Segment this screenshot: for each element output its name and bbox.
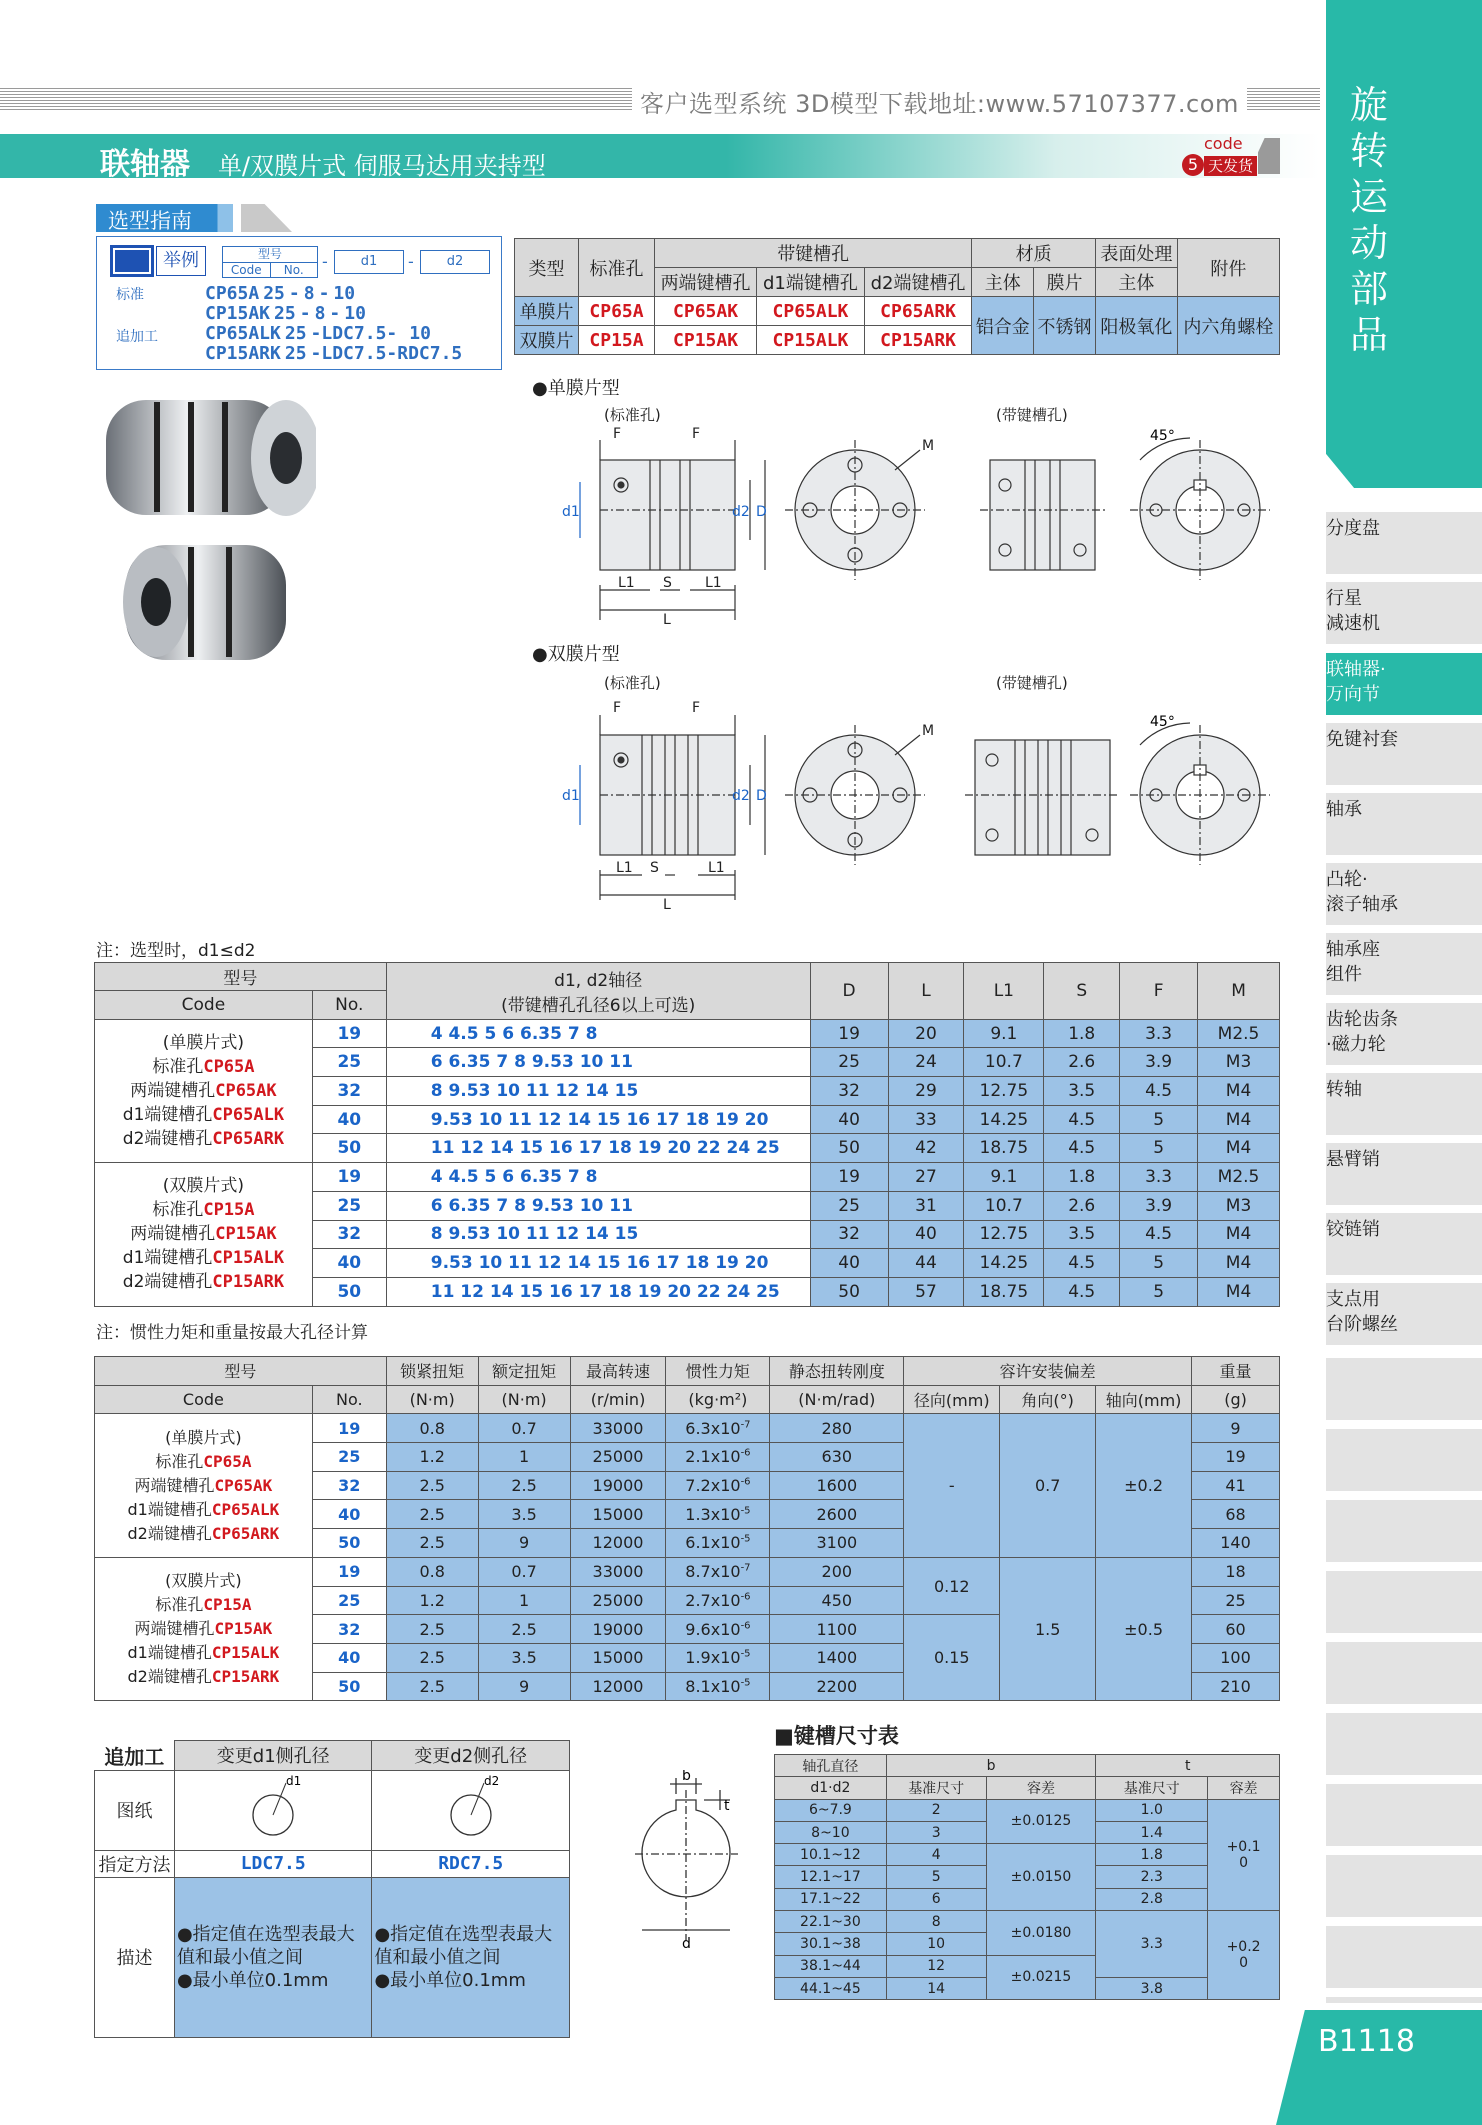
badge-days-circle <box>1182 154 1204 176</box>
sidebar-item[interactable] <box>1326 1003 1482 1065</box>
svg-text:t: t <box>724 1798 730 1814</box>
sidebar-item[interactable] <box>1326 723 1482 785</box>
guide-d1-box: d1 <box>334 250 404 274</box>
sidebar-item-label: 转轴 <box>1326 1079 1362 1100</box>
dim-L1-3: L1 <box>616 860 633 876</box>
truck-icon <box>1258 138 1280 174</box>
table-row: 6~7.9 2 ±0.0125 1.0 +0.1 0 <box>775 1799 1280 1821</box>
sidebar-item[interactable] <box>1326 653 1482 715</box>
sidebar-item-label: 悬臂销 <box>1326 1149 1380 1170</box>
double-side-view <box>580 715 765 900</box>
dim-S: S <box>663 575 672 591</box>
sidebar-title: 旋转运动部品 <box>1350 83 1389 357</box>
double-key-side-view <box>965 740 1120 855</box>
sidebar-item[interactable] <box>1326 512 1482 574</box>
title-main: 联轴器 <box>100 147 190 182</box>
table-row: 44.1~45 14 3.8 <box>775 1977 1280 1999</box>
guide-add-label: 追加工 <box>116 329 158 345</box>
product-photo <box>96 380 316 680</box>
table-row: 25 1.2 1 25000 $2.1x10^{-6}$ 630 19 <box>95 1443 1280 1472</box>
sidebar-item-label: 免键衬套 <box>1326 729 1398 750</box>
table-row: 17.1~22 6 2.8 <box>775 1888 1280 1910</box>
sidebar-item[interactable] <box>1326 933 1482 995</box>
table-row: 8~10 3 1.4 <box>775 1821 1280 1843</box>
sidebar-item-label: 台阶螺丝 <box>1326 1314 1398 1335</box>
guide-row: CP65A 25 - 8 - 10 <box>205 283 356 304</box>
guide-title: 选型指南 <box>108 209 192 233</box>
dim-d2-2: d2 <box>732 788 750 804</box>
table-row: 50 11 12 14 15 16 17 18 19 20 22 24 25 50 42 18.75 4.5 5 M4 <box>95 1134 1280 1163</box>
keyway-title: ■键槽尺寸表 <box>774 1724 899 1748</box>
dim-L1-4: L1 <box>708 860 725 876</box>
guide-example: 举例 <box>156 246 206 276</box>
guide-row: CP15AK 25 - 8 - 10 <box>205 303 366 324</box>
guide-std-label: 标准 <box>116 287 144 303</box>
badge-code: code <box>1204 134 1243 153</box>
table-row: 25 1.2 1 25000 $2.7x10^{-6}$ 450 25 <box>95 1586 1280 1615</box>
dim-L1-2: L1 <box>705 575 722 591</box>
sidebar-item-label: 凸轮· <box>1326 869 1368 890</box>
table-row: (双膜片式) 标准孔CP15A 两端键槽孔CP15AK d1端键槽孔CP15ALK d2端键槽孔CP15ARK 19 4 4.5 5 6 6.35 7 8 19 27 9.1 1.8 3.3 M2.5 <box>95 1163 1280 1192</box>
table-row: 30.1~38 10 <box>775 1933 1280 1955</box>
table-row: (单膜片式) 标准孔CP65A 两端键槽孔CP65AK d1端键槽孔CP65ALK d2端键槽孔CP65ARK 19 4 4.5 5 6 6.35 7 8 19 20 9.1 1.8 3.3 M2.5 <box>95 1019 1280 1048</box>
sidebar-item[interactable] <box>1326 793 1482 855</box>
guide-row: CP15ARK 25 -LDC7.5-RDC7.5 <box>205 343 463 364</box>
key-label-2: (带键槽孔) <box>996 674 1068 692</box>
table-row: 40 9.53 10 11 12 14 15 16 17 18 19 20 40 33 14.25 4.5 5 M4 <box>95 1105 1280 1134</box>
sidebar-item-label: 轴承座 <box>1326 939 1380 960</box>
dim-D-2: D <box>756 788 767 804</box>
dim-M: M <box>922 438 935 454</box>
angle-label-2: 45° <box>1150 714 1175 730</box>
table-row: 25 6 6.35 7 8 9.53 10 11 25 24 10.7 2.6 3.9 M3 <box>95 1048 1280 1077</box>
sidebar-item[interactable] <box>1326 1073 1482 1135</box>
table-row: 32 2.5 2.5 19000 $7.2x10^{-6}$ 1600 41 <box>95 1471 1280 1500</box>
table-row: 38.1~44 12 ±0.0215 <box>775 1955 1280 1977</box>
title-bar <box>0 134 1320 178</box>
dim-d1-2: d1 <box>562 788 580 804</box>
dim-F-1: F <box>613 426 622 442</box>
table-row: 50 2.5 9 12000 $6.1x10^{-5}$ 3100 140 <box>95 1529 1280 1558</box>
sidebar-item-label: 减速机 <box>1326 613 1380 634</box>
table-row: (双膜片式) 标准孔CP15A 两端键槽孔CP15AK d1端键槽孔CP15ALK d2端键槽孔CP15ARK 19 0.8 0.7 33000 $8.7x10^{-7}$ 200 0.12 1.5 ±0.5 18 <box>95 1557 1280 1586</box>
monitor-icon <box>110 245 154 277</box>
sidebar-item[interactable] <box>1326 582 1482 644</box>
type-table: 类型 标准孔 带键槽孔 材质 表面处理 附件 两端键槽孔 d1端键槽孔 d2端键槽孔 主体 膜片 主体 单膜片 CP65A CP65AK CP65ALK CP65ARK 铝合金 不锈钢 阳极氧化 内六角螺栓 双膜片 CP15A CP15AK CP15ALK CP15ARK <box>514 238 1280 355</box>
sidebar-item[interactable] <box>1326 1143 1482 1205</box>
dim-d2: d2 <box>732 504 750 520</box>
spec-table: 型号 d1, d2轴径 (带键槽孔孔径6以上可选) D L L1 S F M Code No. (单膜片式) 标准孔CP65A 两端键槽孔CP65AK d1端键槽孔CP65ALK d2端键槽孔CP65ARK 19 4 4.5 5 6 6.35 7 8 19 20 9.1 1.8 3.3 M2.5 25 6 6.35 7 8 9.53 10 11 25 24 10.7 2.6 3.9 M3 32 8 9.53 10 11 12 14 15 32 29 12.75 3.5 4.5 M4 40 9.53 10 11 12 14 15 16 17 18 19 20 40 33 14.25 4.5 5 M4 50 11 12 14 15 16 17 18 19 20 22 24 25 50 42 18.75 4.5 5 M4 (双膜片式) 标准孔CP15A 两端键槽孔CP15AK d1端键槽孔CP15ALK d2端键槽孔CP15ARK 19 4 4.5 5 6 6.35 7 8 19 27 9.1 1.8 3.3 M2.5 25 6 6.35 7 8 9.53 10 11 25 31 10.7 2.6 3.9 M3 32 8 9.53 10 11 12 14 15 32 40 12.75 3.5 4.5 M4 40 9.53 10 11 12 14 15 16 17 18 19 20 40 44 14.25 4.5 5 M4 50 11 12 14 15 16 17 18 19 20 22 24 25 50 57 18.75 4.5 5 M4 <box>94 962 1280 1307</box>
coupling-photo-2 <box>123 545 286 660</box>
table-row: 40 2.5 3.5 15000 $1.3x10^{-5}$ 2600 68 <box>95 1500 1280 1529</box>
addproc-logo: 追加工 <box>95 1741 175 1771</box>
single-label: ●单膜片型 <box>532 378 620 399</box>
delivery-badge <box>1178 134 1278 178</box>
dim-L-2: L <box>663 897 671 910</box>
dim-L: L <box>663 612 671 628</box>
keyway-diagram <box>620 1770 750 1950</box>
dim-F-3: F <box>613 700 622 716</box>
svg-text:b: b <box>682 1770 691 1784</box>
table-row: 32 8 9.53 10 11 12 14 15 32 40 12.75 3.5 4.5 M4 <box>95 1220 1280 1249</box>
table-row: 50 11 12 14 15 16 17 18 19 20 22 24 25 50 57 18.75 4.5 5 M4 <box>95 1277 1280 1306</box>
table-row: 12.1~17 5 2.3 <box>775 1866 1280 1888</box>
sidebar-item-label: 支点用 <box>1326 1289 1380 1310</box>
single-side-view <box>580 440 765 620</box>
svg-text:d: d <box>682 1936 691 1950</box>
key-label-1: (带键槽孔) <box>996 406 1068 424</box>
svg-text:d1: d1 <box>286 1773 302 1788</box>
table-row: 40 9.53 10 11 12 14 15 16 17 18 19 20 40 44 14.25 4.5 5 M4 <box>95 1249 1280 1278</box>
guide-row: CP65ALK 25 -LDC7.5- 10 <box>205 323 431 344</box>
title-sub: 单/双膜片式 伺服马达用夹持型 <box>218 152 546 180</box>
sidebar-item-label: 轴承 <box>1326 799 1362 820</box>
sidebar-item-label: 齿轮齿条 <box>1326 1009 1398 1030</box>
technical-drawings <box>520 410 1140 910</box>
std-label-1: (标准孔) <box>604 406 661 424</box>
fig-d2 <box>426 1773 516 1843</box>
double-end-view <box>785 725 925 865</box>
svg-text:d2: d2 <box>483 1773 499 1788</box>
table-row: 22.1~30 8 ±0.0180 3.3 +0.2 0 <box>775 1911 1280 1933</box>
site-banner: 客户选型系统 3D模型下载地址:www.57107377.com <box>632 84 1247 119</box>
guide-rows <box>205 284 478 364</box>
sidebar-item-label: ·磁力轮 <box>1326 1034 1386 1055</box>
guide-model-box: 型号 Code No. <box>222 246 318 278</box>
table-row: 40 2.5 3.5 15000 $1.9x10^{-5}$ 1400 100 <box>95 1643 1280 1672</box>
badge-days: 5 <box>1187 155 1199 174</box>
keyed-end-views <box>1120 420 1280 920</box>
table-row: 50 2.5 9 12000 $8.1x10^{-5}$ 2200 210 <box>95 1672 1280 1701</box>
single-end-view <box>785 440 925 580</box>
sidebar-item-label: 分度盘 <box>1326 518 1380 539</box>
dim-S-2: S <box>650 860 659 876</box>
double-label: ●双膜片型 <box>532 644 620 665</box>
angle-label-1: 45° <box>1150 428 1175 444</box>
sidebar-filler <box>1326 1358 1482 2003</box>
table-row: 10.1~12 4 ±0.0150 1.8 <box>775 1844 1280 1866</box>
single-key-side-view <box>980 460 1105 570</box>
sidebar-item-label: 行星 <box>1326 588 1362 609</box>
sidebar-item-label: 滚子轴承 <box>1326 894 1398 915</box>
table-row: 32 2.5 2.5 19000 $9.6x10^{-6}$ 1100 0.15 60 <box>95 1615 1280 1644</box>
sidebar-item-label: 铰链销 <box>1326 1219 1380 1240</box>
sidebar-item[interactable] <box>1326 1213 1482 1275</box>
performance-table: 型号 锁紧扭矩 额定扭矩 最高转速 惯性力矩 静态扭转刚度 容许安装偏差 重量 Code No. (N·m) (N·m) (r/min) (kg·m²) (N·m/rad) 径向(mm) 角向(°) 轴向(mm) (g) (单膜片式) 标准孔CP65A 两端键槽孔CP65AK d1端键槽孔CP65ALK d2端键槽孔CP65ARK 19 0.8 0.7 33000 $6.3x10^{-7}$ 280 - 0.7 ±0.2 9 25 1.2 1 25000 $2.1x10^{-6}$ 630 19 32 2.5 2.5 19000 $7.2x10^{-6}$ 1600 41 40 2.5 3.5 15000 $1.3x10^{-5}$ 2600 68 50 2.5 9 12000 $6.1x10^{-5}$ 3100 140 (双膜片式) 标准孔CP15A 两端键槽孔CP15AK d1端键槽孔CP15ALK d2端键槽孔CP15ARK 19 0.8 0.7 33000 $8.7x10^{-7}$ 200 0.12 1.5 ±0.5 18 25 1.2 1 25000 $2.7x10^{-6}$ 450 25 32 2.5 2.5 19000 $9.6x10^{-6}$ 1100 0.15 60 40 2.5 3.5 15000 $1.9x10^{-5}$ 1400 100 50 2.5 9 12000 $8.1x10^{-5}$ 2200 210 <box>94 1356 1280 1701</box>
sidebar-item-label: 组件 <box>1326 964 1362 985</box>
keyway-table: 轴孔直径 b t d1·d2 基准尺寸 容差 基准尺寸 容差 6~7.9 2 ±0.0125 1.0 +0.1 0 8~10 3 1.4 10.1~12 4 ±0.0150 1.8 12.1~17 5 2.3 17.1~22 6 2.8 22.1~30 8 ±0.0180 3.3 +0.2 0 30.1~38 10 38.1~44 12 ±0.0215 44.1~45 14 3.8 <box>774 1754 1280 2000</box>
coupling-photo-1 <box>106 400 316 516</box>
dim-F-2: F <box>692 426 701 442</box>
sidebar-item-label: 万向节 <box>1326 684 1380 705</box>
note-1: 注：选型时，d1≤d2 <box>96 941 256 961</box>
badge-text: 天发货 <box>1204 156 1257 176</box>
dim-D: D <box>756 504 767 520</box>
fig-d1 <box>228 1773 318 1843</box>
table-row: (单膜片式) 标准孔CP65A 两端键槽孔CP65AK d1端键槽孔CP65ALK d2端键槽孔CP65ARK 19 0.8 0.7 33000 $6.3x10^{-7}$ 280 - 0.7 ±0.2 9 <box>95 1414 1280 1443</box>
sidebar-item[interactable] <box>1326 1283 1482 1345</box>
dim-M-2: M <box>922 723 935 739</box>
table-row: 25 6 6.35 7 8 9.53 10 11 25 31 10.7 2.6 3.9 M3 <box>95 1191 1280 1220</box>
sidebar-item-label: 联轴器· <box>1326 659 1386 680</box>
sidebar-item[interactable] <box>1326 863 1482 925</box>
guide-d2-box: d2 <box>420 250 490 274</box>
dim-F-4: F <box>692 700 701 716</box>
page-number: B1118 <box>1318 2024 1415 2059</box>
dim-L1-1: L1 <box>618 575 635 591</box>
dim-d1: d1 <box>562 504 580 520</box>
note-2: 注：惯性力矩和重量按最大孔径计算 <box>96 1323 368 1343</box>
std-label-2: (标准孔) <box>604 674 661 692</box>
table-row: 32 8 9.53 10 11 12 14 15 32 29 12.75 3.5 4.5 M4 <box>95 1077 1280 1106</box>
addproc-table: 追加工 变更d1侧孔径 变更d2侧孔径 图纸 d1 d2 指定方法 LDC7.5 RDC7.5 描述 ●指定值在选型表最大值和最小值之间 ●最小单位0.1mm ●指定值在选型表最大值和最小值之间 ●最小单位0.1mm <box>94 1740 570 2038</box>
